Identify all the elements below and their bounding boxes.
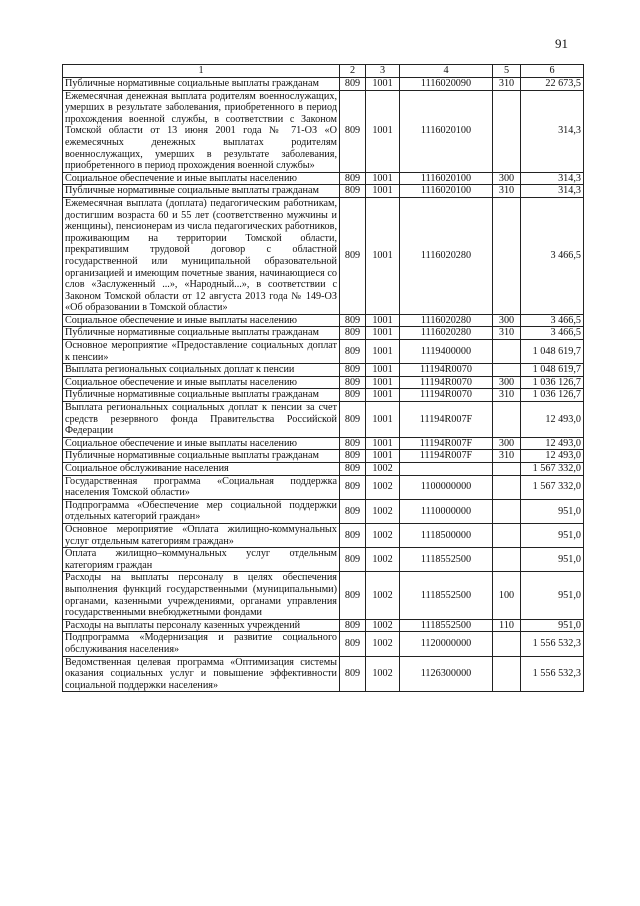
row-code-cell: 809 bbox=[340, 523, 366, 547]
row-code-cell: 809 bbox=[340, 402, 366, 438]
row-amount-cell: 314,3 bbox=[521, 172, 584, 185]
row-amount-cell: 3 466,5 bbox=[521, 327, 584, 340]
row-code-cell: 809 bbox=[340, 314, 366, 327]
row-article-cell: 1118500000 bbox=[400, 523, 493, 547]
column-header: 4 bbox=[400, 65, 493, 78]
row-code-cell: 809 bbox=[340, 632, 366, 656]
row-name-cell: Расходы на выплаты персоналу в целях обеспечения выполнения функций государственными (муниципальными) органами, казенными учреждениями, органами управления государственными внебюджетными фондами bbox=[63, 572, 340, 619]
row-section-cell: 1002 bbox=[366, 572, 400, 619]
row-section-cell: 1001 bbox=[366, 389, 400, 402]
row-section-cell: 1001 bbox=[366, 197, 400, 314]
column-header: 5 bbox=[493, 65, 521, 78]
row-code-cell: 809 bbox=[340, 548, 366, 572]
table-row bbox=[63, 314, 584, 327]
row-code-cell: 809 bbox=[340, 376, 366, 389]
table-row bbox=[63, 364, 584, 377]
row-code-cell: 809 bbox=[340, 197, 366, 314]
row-article-cell: 1126300000 bbox=[400, 656, 493, 692]
row-amount-cell: 314,3 bbox=[521, 185, 584, 198]
row-article-cell: 11194R0070 bbox=[400, 364, 493, 377]
row-amount-cell: 12 493,0 bbox=[521, 450, 584, 463]
row-type-cell: 310 bbox=[493, 185, 521, 198]
row-type-cell bbox=[493, 402, 521, 438]
row-section-cell: 1001 bbox=[366, 402, 400, 438]
row-section-cell: 1002 bbox=[366, 548, 400, 572]
row-code-cell: 809 bbox=[340, 656, 366, 692]
row-code-cell: 809 bbox=[340, 364, 366, 377]
row-amount-cell: 1 567 332,0 bbox=[521, 475, 584, 499]
row-type-cell: 300 bbox=[493, 437, 521, 450]
row-type-cell bbox=[493, 364, 521, 377]
row-amount-cell: 314,3 bbox=[521, 90, 584, 172]
row-type-cell bbox=[493, 656, 521, 692]
row-article-cell: 11194R007F bbox=[400, 402, 493, 438]
table-row bbox=[63, 523, 584, 547]
row-type-cell: 310 bbox=[493, 327, 521, 340]
row-code-cell: 809 bbox=[340, 463, 366, 476]
table-row bbox=[63, 475, 584, 499]
table-row bbox=[63, 632, 584, 656]
column-header: 2 bbox=[340, 65, 366, 78]
table-body bbox=[63, 78, 584, 692]
row-article-cell: 1118552500 bbox=[400, 548, 493, 572]
table-header-row bbox=[63, 65, 584, 78]
row-code-cell: 809 bbox=[340, 90, 366, 172]
row-article-cell: 1118552500 bbox=[400, 619, 493, 632]
row-amount-cell: 951,0 bbox=[521, 523, 584, 547]
row-article-cell: 1116020100 bbox=[400, 90, 493, 172]
row-name-cell: Публичные нормативные социальные выплаты гражданам bbox=[63, 185, 340, 198]
row-section-cell: 1001 bbox=[366, 327, 400, 340]
row-type-cell: 300 bbox=[493, 172, 521, 185]
row-section-cell: 1001 bbox=[366, 314, 400, 327]
row-code-cell: 809 bbox=[340, 499, 366, 523]
table-row bbox=[63, 463, 584, 476]
row-type-cell bbox=[493, 499, 521, 523]
row-code-cell: 809 bbox=[340, 185, 366, 198]
row-amount-cell: 1 036 126,7 bbox=[521, 376, 584, 389]
row-amount-cell: 951,0 bbox=[521, 619, 584, 632]
row-code-cell: 809 bbox=[340, 172, 366, 185]
row-type-cell bbox=[493, 548, 521, 572]
row-section-cell: 1002 bbox=[366, 475, 400, 499]
table-row bbox=[63, 619, 584, 632]
table-row bbox=[63, 327, 584, 340]
row-name-cell: Публичные нормативные социальные выплаты гражданам bbox=[63, 450, 340, 463]
row-section-cell: 1002 bbox=[366, 463, 400, 476]
row-code-cell: 809 bbox=[340, 340, 366, 364]
table-row bbox=[63, 656, 584, 692]
row-type-cell bbox=[493, 475, 521, 499]
row-type-cell bbox=[493, 90, 521, 172]
row-name-cell: Социальное обеспечение и иные выплаты населению bbox=[63, 376, 340, 389]
row-name-cell: Основное мероприятие «Предоставление социальных доплат к пенсии» bbox=[63, 340, 340, 364]
row-name-cell: Государственная программа «Социальная поддержка населения Томской области» bbox=[63, 475, 340, 499]
row-type-cell: 310 bbox=[493, 450, 521, 463]
table-row bbox=[63, 376, 584, 389]
table-row bbox=[63, 437, 584, 450]
row-section-cell: 1002 bbox=[366, 656, 400, 692]
row-name-cell: Публичные нормативные социальные выплаты гражданам bbox=[63, 327, 340, 340]
row-article-cell: 1119400000 bbox=[400, 340, 493, 364]
row-code-cell: 809 bbox=[340, 78, 366, 91]
row-article-cell: 11194R007F bbox=[400, 437, 493, 450]
row-code-cell: 809 bbox=[340, 327, 366, 340]
table-row bbox=[63, 197, 584, 314]
row-amount-cell: 1 556 532,3 bbox=[521, 656, 584, 692]
table-row bbox=[63, 389, 584, 402]
row-type-cell: 300 bbox=[493, 376, 521, 389]
row-article-cell: 1116020280 bbox=[400, 314, 493, 327]
row-code-cell: 809 bbox=[340, 572, 366, 619]
row-type-cell: 110 bbox=[493, 619, 521, 632]
row-article-cell: 1116020280 bbox=[400, 327, 493, 340]
row-section-cell: 1001 bbox=[366, 364, 400, 377]
row-section-cell: 1001 bbox=[366, 340, 400, 364]
row-section-cell: 1001 bbox=[366, 172, 400, 185]
row-section-cell: 1001 bbox=[366, 90, 400, 172]
row-amount-cell: 951,0 bbox=[521, 548, 584, 572]
column-header: 1 bbox=[63, 65, 340, 78]
row-article-cell: 1120000000 bbox=[400, 632, 493, 656]
column-header: 3 bbox=[366, 65, 400, 78]
row-section-cell: 1001 bbox=[366, 78, 400, 91]
row-amount-cell: 12 493,0 bbox=[521, 437, 584, 450]
budget-table bbox=[62, 64, 584, 692]
table-row bbox=[63, 78, 584, 91]
row-type-cell bbox=[493, 523, 521, 547]
table-row bbox=[63, 572, 584, 619]
row-type-cell: 300 bbox=[493, 314, 521, 327]
row-article-cell: 11194R0070 bbox=[400, 389, 493, 402]
row-section-cell: 1002 bbox=[366, 523, 400, 547]
row-type-cell bbox=[493, 197, 521, 314]
row-name-cell: Выплата региональных социальных доплат к пенсии за счет средств резервного фонда Правительства Российской Федерации bbox=[63, 402, 340, 438]
row-article-cell bbox=[400, 463, 493, 476]
row-amount-cell: 1 048 619,7 bbox=[521, 364, 584, 377]
row-name-cell: Социальное обслуживание населения bbox=[63, 463, 340, 476]
row-name-cell: Основное мероприятие «Оплата жилищно-коммунальных услуг отдельным категориям граждан» bbox=[63, 523, 340, 547]
row-section-cell: 1001 bbox=[366, 185, 400, 198]
row-name-cell: Подпрограмма «Обеспечение мер социальной поддержки отдельных категорий граждан» bbox=[63, 499, 340, 523]
column-header: 6 bbox=[521, 65, 584, 78]
row-amount-cell: 3 466,5 bbox=[521, 197, 584, 314]
table-row bbox=[63, 548, 584, 572]
table-row bbox=[63, 402, 584, 438]
page-number: 91 bbox=[555, 36, 568, 51]
row-name-cell: Ежемесячная выплата (доплата) педагогическим работникам, достигшим возраста 60 и 55 лет (соответственно мужчины и женщины), пенсионерам из числа педагогических работников, проживающим на территории Томской области, прекратившим трудовой договор с областной государственной или муниципальной образовательной организацией и имеющим почетные звания, начинающиеся со слов «Заслуженный ...», «Народный...», в соответствии с Законом Томской области от 12 августа 2013 года № 149-ОЗ «Об образовании в Томской области» bbox=[63, 197, 340, 314]
row-name-cell: Публичные нормативные социальные выплаты гражданам bbox=[63, 78, 340, 91]
row-name-cell: Ведомственная целевая программа «Оптимизация системы оказания социальных услуг и повышение эффективности социальной поддержки населения» bbox=[63, 656, 340, 692]
row-amount-cell: 951,0 bbox=[521, 499, 584, 523]
row-amount-cell: 3 466,5 bbox=[521, 314, 584, 327]
row-code-cell: 809 bbox=[340, 437, 366, 450]
row-type-cell bbox=[493, 340, 521, 364]
table-row bbox=[63, 90, 584, 172]
row-article-cell: 1116020100 bbox=[400, 172, 493, 185]
row-code-cell: 809 bbox=[340, 389, 366, 402]
row-amount-cell: 1 036 126,7 bbox=[521, 389, 584, 402]
row-article-cell: 1118552500 bbox=[400, 572, 493, 619]
table-row bbox=[63, 450, 584, 463]
table-row bbox=[63, 499, 584, 523]
row-amount-cell: 951,0 bbox=[521, 572, 584, 619]
row-name-cell: Оплата жилищно–коммунальных услуг отдельным категориям граждан bbox=[63, 548, 340, 572]
row-article-cell: 11194R007F bbox=[400, 450, 493, 463]
row-name-cell: Социальное обеспечение и иные выплаты населению bbox=[63, 314, 340, 327]
row-amount-cell: 22 673,5 bbox=[521, 78, 584, 91]
row-name-cell: Подпрограмма «Модернизация и развитие социального обслуживания населения» bbox=[63, 632, 340, 656]
row-name-cell: Социальное обеспечение и иные выплаты населению bbox=[63, 172, 340, 185]
row-type-cell bbox=[493, 632, 521, 656]
row-section-cell: 1001 bbox=[366, 437, 400, 450]
row-amount-cell: 12 493,0 bbox=[521, 402, 584, 438]
row-name-cell: Расходы на выплаты персоналу казенных учреждений bbox=[63, 619, 340, 632]
row-code-cell: 809 bbox=[340, 475, 366, 499]
row-type-cell: 310 bbox=[493, 78, 521, 91]
row-type-cell: 310 bbox=[493, 389, 521, 402]
table-row bbox=[63, 172, 584, 185]
row-name-cell: Выплата региональных социальных доплат к пенсии bbox=[63, 364, 340, 377]
row-amount-cell: 1 048 619,7 bbox=[521, 340, 584, 364]
table-row bbox=[63, 185, 584, 198]
row-article-cell: 1116020100 bbox=[400, 185, 493, 198]
row-code-cell: 809 bbox=[340, 450, 366, 463]
row-article-cell: 1100000000 bbox=[400, 475, 493, 499]
table-row bbox=[63, 340, 584, 364]
row-amount-cell: 1 567 332,0 bbox=[521, 463, 584, 476]
row-article-cell: 1110000000 bbox=[400, 499, 493, 523]
row-article-cell: 1116020090 bbox=[400, 78, 493, 91]
row-name-cell: Социальное обеспечение и иные выплаты населению bbox=[63, 437, 340, 450]
row-type-cell bbox=[493, 463, 521, 476]
row-section-cell: 1002 bbox=[366, 499, 400, 523]
row-code-cell: 809 bbox=[340, 619, 366, 632]
row-amount-cell: 1 556 532,3 bbox=[521, 632, 584, 656]
row-type-cell: 100 bbox=[493, 572, 521, 619]
row-article-cell: 1116020280 bbox=[400, 197, 493, 314]
row-name-cell: Ежемесячная денежная выплата родителям военнослужащих, умерших в результате заболевания, приобретенного в период прохождения военной службы, в соответствии с Законом Томской области от 13 июня 2001 года № 71-ОЗ «О ежемесячных денежных выплатах родителям военнослужащих, умерших в результате заболевания, приобретенного в период прохождения военной службы» bbox=[63, 90, 340, 172]
row-section-cell: 1001 bbox=[366, 376, 400, 389]
row-article-cell: 11194R0070 bbox=[400, 376, 493, 389]
row-name-cell: Публичные нормативные социальные выплаты гражданам bbox=[63, 389, 340, 402]
row-section-cell: 1002 bbox=[366, 619, 400, 632]
row-section-cell: 1002 bbox=[366, 632, 400, 656]
row-section-cell: 1001 bbox=[366, 450, 400, 463]
